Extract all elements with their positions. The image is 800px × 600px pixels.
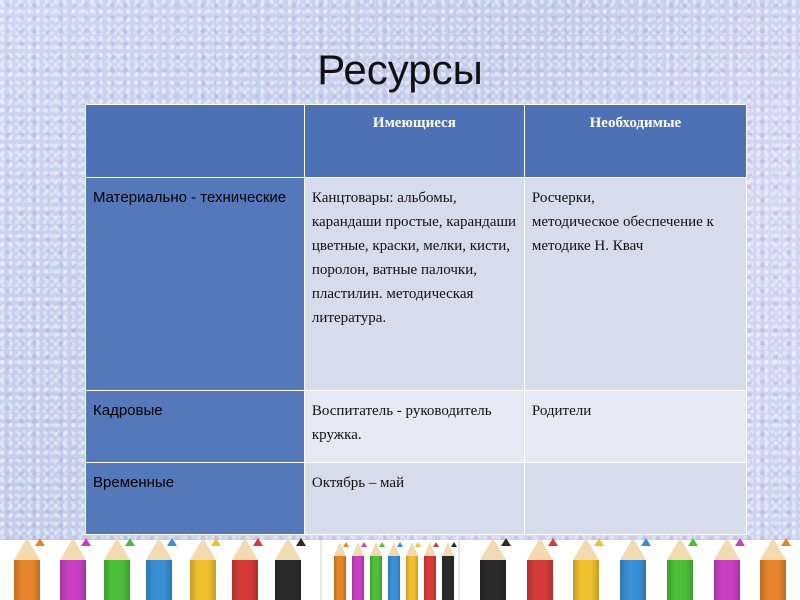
cell-material-available: Канцтовары: альбомы, карандаши простые, карандаши цветные, краски, мелки, кисти, поролон, ватные палочки, пластилин. методическая литература. bbox=[304, 178, 524, 391]
pencil-icon bbox=[406, 542, 418, 600]
pencil-icon bbox=[388, 542, 400, 600]
cell-time-available: Октябрь – май bbox=[304, 463, 524, 535]
pencil-icon bbox=[527, 538, 553, 600]
resources-table bbox=[85, 104, 747, 535]
pencil-icon bbox=[60, 538, 86, 600]
pencil-icon bbox=[334, 542, 346, 600]
pencil-icon bbox=[352, 542, 364, 600]
header-empty bbox=[86, 105, 305, 178]
header-available: Имеющиеся bbox=[304, 105, 524, 178]
pencil-icon bbox=[370, 542, 382, 600]
table-row-material bbox=[86, 178, 747, 391]
row-label-material: Материально - технические bbox=[86, 178, 305, 391]
slide-title: Ресурсы bbox=[317, 46, 483, 93]
pencils-decoration bbox=[0, 540, 800, 600]
cell-staff-needed: Родители bbox=[524, 391, 746, 463]
pencil-icon bbox=[146, 538, 172, 600]
cell-material-needed: Росчерки, методическое обеспечение к методике Н. Квач bbox=[524, 178, 746, 391]
pencil-icon bbox=[480, 538, 506, 600]
pencil-divider bbox=[458, 540, 460, 600]
table-header-row bbox=[86, 105, 747, 178]
pencil-icon bbox=[667, 538, 693, 600]
row-label-time: Временные bbox=[86, 463, 305, 535]
pencil-icon bbox=[14, 538, 40, 600]
pencil-icon bbox=[573, 538, 599, 600]
row-label-staff: Кадровые bbox=[86, 391, 305, 463]
pencil-icon bbox=[714, 538, 740, 600]
pencil-icon bbox=[232, 538, 258, 600]
table-row-time bbox=[86, 463, 747, 535]
pencil-icon bbox=[275, 538, 301, 600]
pencil-icon bbox=[620, 538, 646, 600]
cell-staff-available: Воспитатель - руководитель кружка. bbox=[304, 391, 524, 463]
header-needed: Необходимые bbox=[524, 105, 746, 178]
pencil-divider bbox=[320, 540, 322, 600]
pencil-icon bbox=[104, 538, 130, 600]
pencil-icon bbox=[190, 538, 216, 600]
pencil-icon bbox=[442, 542, 454, 600]
table-row-staff bbox=[86, 391, 747, 463]
cell-time-needed bbox=[524, 463, 746, 535]
pencil-icon bbox=[760, 538, 786, 600]
pencil-icon bbox=[424, 542, 436, 600]
